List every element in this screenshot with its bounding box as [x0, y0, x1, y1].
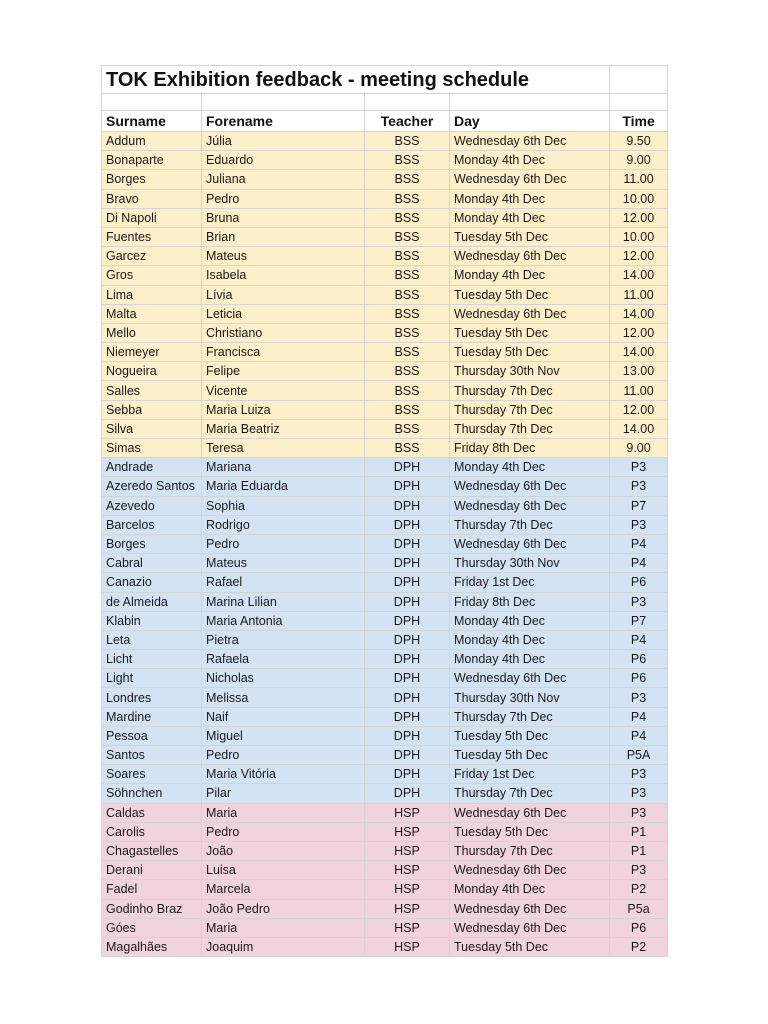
- blank-cell: [202, 94, 365, 111]
- table-row: [102, 343, 668, 362]
- cell-day: Wednesday 6th Dec: [450, 304, 610, 323]
- cell-forename: Maria Vitória: [202, 765, 365, 784]
- header-time: Time: [610, 111, 668, 132]
- cell-day: Wednesday 6th Dec: [450, 496, 610, 515]
- cell-teacher: DPH: [365, 669, 450, 688]
- table-row: [102, 151, 668, 170]
- cell-forename: Pedro: [202, 746, 365, 765]
- cell-teacher: HSP: [365, 880, 450, 899]
- cell-time: P3: [610, 688, 668, 707]
- cell-teacher: HSP: [365, 937, 450, 956]
- table-row: [102, 650, 668, 669]
- table-row: [102, 381, 668, 400]
- cell-day: Tuesday 5th Dec: [450, 343, 610, 362]
- cell-forename: Vicente: [202, 381, 365, 400]
- cell-time: 11.00: [610, 170, 668, 189]
- cell-forename: Sophia: [202, 496, 365, 515]
- cell-surname: Pessoa: [102, 726, 202, 745]
- table-row: [102, 496, 668, 515]
- cell-forename: Mateus: [202, 554, 365, 573]
- cell-surname: Light: [102, 669, 202, 688]
- cell-day: Tuesday 5th Dec: [450, 822, 610, 841]
- cell-forename: Mariana: [202, 458, 365, 477]
- cell-forename: Melissa: [202, 688, 365, 707]
- table-row: [102, 880, 668, 899]
- cell-forename: Marina Lilian: [202, 592, 365, 611]
- cell-time: 9.00: [610, 439, 668, 458]
- cell-time: P3: [610, 477, 668, 496]
- cell-teacher: BSS: [365, 189, 450, 208]
- cell-surname: Bravo: [102, 189, 202, 208]
- cell-surname: Mello: [102, 323, 202, 342]
- cell-forename: Pietra: [202, 630, 365, 649]
- cell-teacher: DPH: [365, 592, 450, 611]
- table-row: [102, 746, 668, 765]
- table-row: [102, 784, 668, 803]
- table-row: [102, 419, 668, 438]
- cell-teacher: BSS: [365, 381, 450, 400]
- cell-time: 12.00: [610, 323, 668, 342]
- cell-forename: Júlia: [202, 132, 365, 151]
- header-teacher: Teacher: [365, 111, 450, 132]
- title-row-empty-cell: [610, 66, 668, 94]
- cell-forename: Pedro: [202, 534, 365, 553]
- cell-time: 12.00: [610, 208, 668, 227]
- table-row: [102, 554, 668, 573]
- cell-teacher: DPH: [365, 630, 450, 649]
- cell-forename: João Pedro: [202, 899, 365, 918]
- cell-day: Wednesday 6th Dec: [450, 132, 610, 151]
- cell-surname: Sebba: [102, 400, 202, 419]
- cell-time: P3: [610, 765, 668, 784]
- cell-surname: Godinho Braz: [102, 899, 202, 918]
- table-row: [102, 304, 668, 323]
- cell-surname: Canazio: [102, 573, 202, 592]
- cell-time: P3: [610, 803, 668, 822]
- cell-surname: Andrade: [102, 458, 202, 477]
- table-row: [102, 515, 668, 534]
- cell-time: P6: [610, 573, 668, 592]
- cell-surname: Leta: [102, 630, 202, 649]
- table-row: [102, 573, 668, 592]
- table-row: [102, 707, 668, 726]
- cell-time: P7: [610, 496, 668, 515]
- cell-surname: Derani: [102, 861, 202, 880]
- cell-forename: Pilar: [202, 784, 365, 803]
- cell-forename: Rafaela: [202, 650, 365, 669]
- cell-time: P1: [610, 822, 668, 841]
- cell-forename: Juliana: [202, 170, 365, 189]
- cell-forename: Rodrigo: [202, 515, 365, 534]
- cell-time: 11.00: [610, 381, 668, 400]
- cell-surname: Fuentes: [102, 227, 202, 246]
- cell-surname: Garcez: [102, 247, 202, 266]
- cell-time: 12.00: [610, 247, 668, 266]
- cell-forename: Felipe: [202, 362, 365, 381]
- cell-time: 10.00: [610, 227, 668, 246]
- cell-day: Thursday 7th Dec: [450, 381, 610, 400]
- cell-teacher: DPH: [365, 746, 450, 765]
- cell-surname: Borges: [102, 534, 202, 553]
- header-day: Day: [450, 111, 610, 132]
- cell-day: Tuesday 5th Dec: [450, 746, 610, 765]
- cell-surname: Carolis: [102, 822, 202, 841]
- table-row: [102, 937, 668, 956]
- table-row: [102, 765, 668, 784]
- cell-forename: Brian: [202, 227, 365, 246]
- cell-surname: Borges: [102, 170, 202, 189]
- cell-teacher: BSS: [365, 439, 450, 458]
- cell-time: 10.00: [610, 189, 668, 208]
- cell-surname: Fadel: [102, 880, 202, 899]
- cell-surname: Di Napoli: [102, 208, 202, 227]
- cell-surname: Söhnchen: [102, 784, 202, 803]
- cell-time: P4: [610, 726, 668, 745]
- cell-teacher: DPH: [365, 688, 450, 707]
- table-row: [102, 803, 668, 822]
- cell-forename: Isabela: [202, 266, 365, 285]
- cell-time: P5A: [610, 746, 668, 765]
- cell-day: Wednesday 6th Dec: [450, 477, 610, 496]
- table-row: [102, 439, 668, 458]
- cell-teacher: BSS: [365, 362, 450, 381]
- cell-forename: Leticia: [202, 304, 365, 323]
- cell-time: P7: [610, 611, 668, 630]
- cell-surname: Gros: [102, 266, 202, 285]
- cell-surname: Lima: [102, 285, 202, 304]
- cell-forename: Teresa: [202, 439, 365, 458]
- cell-teacher: DPH: [365, 477, 450, 496]
- table-row: [102, 208, 668, 227]
- table-row: [102, 227, 668, 246]
- cell-teacher: DPH: [365, 515, 450, 534]
- cell-teacher: HSP: [365, 803, 450, 822]
- cell-teacher: HSP: [365, 918, 450, 937]
- cell-day: Monday 4th Dec: [450, 650, 610, 669]
- cell-forename: Lívia: [202, 285, 365, 304]
- cell-day: Thursday 7th Dec: [450, 784, 610, 803]
- cell-day: Friday 8th Dec: [450, 592, 610, 611]
- cell-time: 14.00: [610, 304, 668, 323]
- cell-surname: Chagastelles: [102, 841, 202, 860]
- table-row: [102, 458, 668, 477]
- table-row: [102, 861, 668, 880]
- cell-time: P6: [610, 669, 668, 688]
- cell-teacher: HSP: [365, 822, 450, 841]
- cell-teacher: BSS: [365, 247, 450, 266]
- cell-teacher: DPH: [365, 554, 450, 573]
- cell-teacher: BSS: [365, 266, 450, 285]
- table-row: [102, 285, 668, 304]
- cell-surname: Addum: [102, 132, 202, 151]
- cell-day: Monday 4th Dec: [450, 880, 610, 899]
- cell-surname: Santos: [102, 746, 202, 765]
- table-row: [102, 688, 668, 707]
- cell-day: Wednesday 6th Dec: [450, 247, 610, 266]
- cell-time: P6: [610, 650, 668, 669]
- header-forename: Forename: [202, 111, 365, 132]
- cell-time: 14.00: [610, 419, 668, 438]
- table-row: [102, 822, 668, 841]
- table-row: [102, 918, 668, 937]
- cell-forename: Rafael: [202, 573, 365, 592]
- cell-teacher: BSS: [365, 419, 450, 438]
- cell-teacher: DPH: [365, 726, 450, 745]
- table-row: [102, 841, 668, 860]
- cell-forename: Joaquim: [202, 937, 365, 956]
- cell-surname: Londres: [102, 688, 202, 707]
- cell-teacher: BSS: [365, 132, 450, 151]
- cell-teacher: BSS: [365, 343, 450, 362]
- cell-teacher: BSS: [365, 323, 450, 342]
- cell-surname: Nogueira: [102, 362, 202, 381]
- cell-forename: Maria Antonia: [202, 611, 365, 630]
- cell-time: P2: [610, 880, 668, 899]
- cell-day: Friday 8th Dec: [450, 439, 610, 458]
- cell-surname: Malta: [102, 304, 202, 323]
- cell-surname: Azeredo Santos: [102, 477, 202, 496]
- cell-day: Wednesday 6th Dec: [450, 861, 610, 880]
- cell-surname: Soares: [102, 765, 202, 784]
- cell-day: Wednesday 6th Dec: [450, 918, 610, 937]
- cell-day: Thursday 30th Nov: [450, 554, 610, 573]
- cell-surname: Bonaparte: [102, 151, 202, 170]
- cell-teacher: DPH: [365, 458, 450, 477]
- table-row: [102, 266, 668, 285]
- cell-forename: Maria Beatriz: [202, 419, 365, 438]
- cell-day: Tuesday 5th Dec: [450, 937, 610, 956]
- cell-forename: Bruna: [202, 208, 365, 227]
- cell-forename: Miguel: [202, 726, 365, 745]
- cell-time: P2: [610, 937, 668, 956]
- cell-forename: Maria: [202, 803, 365, 822]
- cell-forename: Maria: [202, 918, 365, 937]
- schedule-table: [101, 65, 668, 957]
- table-row: [102, 630, 668, 649]
- cell-teacher: DPH: [365, 707, 450, 726]
- cell-forename: Nicholas: [202, 669, 365, 688]
- cell-time: P4: [610, 534, 668, 553]
- table-row: [102, 477, 668, 496]
- cell-day: Thursday 30th Nov: [450, 362, 610, 381]
- blank-cell: [450, 94, 610, 111]
- cell-day: Wednesday 6th Dec: [450, 899, 610, 918]
- cell-teacher: DPH: [365, 784, 450, 803]
- cell-teacher: HSP: [365, 861, 450, 880]
- cell-day: Thursday 7th Dec: [450, 400, 610, 419]
- cell-surname: Magalhães: [102, 937, 202, 956]
- table-row: [102, 592, 668, 611]
- cell-forename: Maria Eduarda: [202, 477, 365, 496]
- cell-time: P1: [610, 841, 668, 860]
- header-surname: Surname: [102, 111, 202, 132]
- cell-surname: Licht: [102, 650, 202, 669]
- table-row: [102, 726, 668, 745]
- cell-day: Monday 4th Dec: [450, 189, 610, 208]
- cell-teacher: HSP: [365, 841, 450, 860]
- cell-time: 11.00: [610, 285, 668, 304]
- schedule-table-body: [102, 66, 668, 957]
- title-row: [102, 66, 668, 94]
- cell-surname: Niemeyer: [102, 343, 202, 362]
- cell-teacher: BSS: [365, 170, 450, 189]
- table-row: [102, 534, 668, 553]
- cell-day: Monday 4th Dec: [450, 151, 610, 170]
- cell-day: Thursday 7th Dec: [450, 707, 610, 726]
- cell-day: Monday 4th Dec: [450, 208, 610, 227]
- cell-teacher: BSS: [365, 208, 450, 227]
- cell-time: P3: [610, 515, 668, 534]
- cell-time: P6: [610, 918, 668, 937]
- cell-time: P3: [610, 861, 668, 880]
- cell-teacher: DPH: [365, 650, 450, 669]
- cell-surname: Klabin: [102, 611, 202, 630]
- cell-forename: Francisca: [202, 343, 365, 362]
- cell-teacher: HSP: [365, 899, 450, 918]
- cell-teacher: DPH: [365, 573, 450, 592]
- cell-time: P5a: [610, 899, 668, 918]
- cell-teacher: DPH: [365, 496, 450, 515]
- cell-time: 14.00: [610, 343, 668, 362]
- cell-surname: Simas: [102, 439, 202, 458]
- cell-teacher: DPH: [365, 534, 450, 553]
- cell-day: Wednesday 6th Dec: [450, 669, 610, 688]
- cell-surname: de Almeida: [102, 592, 202, 611]
- cell-forename: Naif: [202, 707, 365, 726]
- cell-day: Tuesday 5th Dec: [450, 285, 610, 304]
- cell-teacher: DPH: [365, 611, 450, 630]
- table-row: [102, 132, 668, 151]
- cell-forename: Marcela: [202, 880, 365, 899]
- cell-teacher: BSS: [365, 151, 450, 170]
- cell-surname: Mardine: [102, 707, 202, 726]
- cell-day: Monday 4th Dec: [450, 458, 610, 477]
- table-row: [102, 170, 668, 189]
- cell-time: 14.00: [610, 266, 668, 285]
- cell-surname: Silva: [102, 419, 202, 438]
- cell-teacher: BSS: [365, 304, 450, 323]
- cell-time: P4: [610, 554, 668, 573]
- cell-day: Tuesday 5th Dec: [450, 323, 610, 342]
- cell-day: Thursday 30th Nov: [450, 688, 610, 707]
- table-row: [102, 669, 668, 688]
- cell-day: Thursday 7th Dec: [450, 515, 610, 534]
- cell-day: Wednesday 6th Dec: [450, 170, 610, 189]
- table-row: [102, 362, 668, 381]
- cell-time: P3: [610, 592, 668, 611]
- cell-forename: Mateus: [202, 247, 365, 266]
- table-row: [102, 189, 668, 208]
- blank-cell: [102, 94, 202, 111]
- cell-teacher: DPH: [365, 765, 450, 784]
- cell-forename: João: [202, 841, 365, 860]
- cell-day: Monday 4th Dec: [450, 611, 610, 630]
- cell-day: Thursday 7th Dec: [450, 419, 610, 438]
- cell-day: Thursday 7th Dec: [450, 841, 610, 860]
- cell-teacher: BSS: [365, 285, 450, 304]
- cell-time: P4: [610, 707, 668, 726]
- cell-surname: Barcelos: [102, 515, 202, 534]
- cell-day: Tuesday 5th Dec: [450, 726, 610, 745]
- cell-forename: Luisa: [202, 861, 365, 880]
- cell-day: Tuesday 5th Dec: [450, 227, 610, 246]
- cell-day: Wednesday 6th Dec: [450, 803, 610, 822]
- cell-time: P3: [610, 784, 668, 803]
- table-row: [102, 323, 668, 342]
- cell-day: Friday 1st Dec: [450, 765, 610, 784]
- table-row: [102, 611, 668, 630]
- cell-time: 13.00: [610, 362, 668, 381]
- header-row: [102, 111, 668, 132]
- cell-day: Wednesday 6th Dec: [450, 534, 610, 553]
- cell-forename: Eduardo: [202, 151, 365, 170]
- cell-time: 9.50: [610, 132, 668, 151]
- cell-forename: Pedro: [202, 822, 365, 841]
- cell-surname: Salles: [102, 381, 202, 400]
- cell-day: Monday 4th Dec: [450, 266, 610, 285]
- cell-time: 9.00: [610, 151, 668, 170]
- cell-forename: Maria Luiza: [202, 400, 365, 419]
- cell-surname: Góes: [102, 918, 202, 937]
- cell-teacher: BSS: [365, 227, 450, 246]
- cell-surname: Azevedo: [102, 496, 202, 515]
- cell-surname: Caldas: [102, 803, 202, 822]
- cell-teacher: BSS: [365, 400, 450, 419]
- cell-time: P4: [610, 630, 668, 649]
- sheet-title: TOK Exhibition feedback - meeting schedule: [102, 66, 610, 94]
- blank-cell: [365, 94, 450, 111]
- cell-time: P3: [610, 458, 668, 477]
- table-row: [102, 899, 668, 918]
- cell-day: Monday 4th Dec: [450, 630, 610, 649]
- table-row: [102, 247, 668, 266]
- cell-time: 12.00: [610, 400, 668, 419]
- cell-forename: Pedro: [202, 189, 365, 208]
- blank-row: [102, 94, 668, 111]
- cell-day: Friday 1st Dec: [450, 573, 610, 592]
- cell-surname: Cabral: [102, 554, 202, 573]
- blank-cell: [610, 94, 668, 111]
- table-row: [102, 400, 668, 419]
- cell-forename: Christiano: [202, 323, 365, 342]
